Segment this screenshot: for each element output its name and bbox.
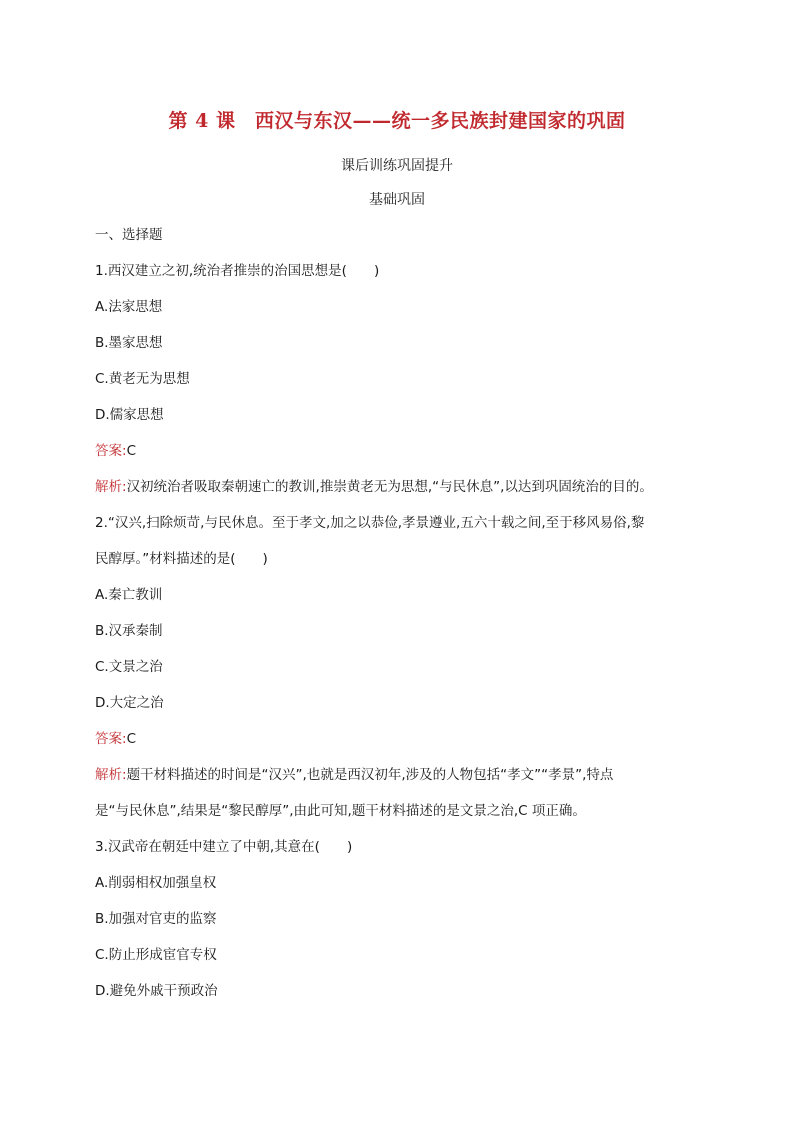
analysis-text: 汉初统治者吸取秦朝速亡的教训,推崇黄老无为思想,“与民休息”,以达到巩固统治的目的。 [126,479,653,495]
q1-option-a: A.法家思想 [95,299,163,315]
q2-option-b: B.汉承秦制 [95,623,163,639]
q3-option-c: C.防止形成宦官专权 [95,947,217,963]
answer-value: C [126,443,136,459]
q1-analysis [95,478,653,496]
section-heading: 基础巩固 [369,192,425,208]
q2-option-d: D.大定之治 [95,695,164,711]
q2-stem-line-2: 民醇厚。”材料描述的是( ) [95,551,268,567]
q3-stem: 3.汉武帝在朝廷中建立了中朝,其意在( ) [95,839,353,855]
answer-label: 答案: [95,443,127,459]
q3-option-b: B.加强对官吏的监察 [95,911,217,927]
q2-answer [95,730,136,748]
q3-option-d: D.避免外戚干预政治 [95,983,218,999]
q3-option-a: A.削弱相权加强皇权 [95,875,217,891]
q1-stem: 1.西汉建立之初,统治者推崇的治国思想是( ) [95,263,380,279]
q1-answer [95,442,136,460]
q2-option-a: A.秦亡教训 [95,587,163,603]
q2-analysis-line-1 [95,766,613,784]
subtitle: 课后训练巩固提升 [341,158,453,174]
q1-option-c: C.黄老无为思想 [95,371,190,387]
answer-label: 答案: [95,731,127,747]
analysis-label: 解析: [95,767,127,783]
q2-option-c: C.文景之治 [95,659,163,675]
q1-option-b: B.墨家思想 [95,335,163,351]
analysis-label: 解析: [95,479,127,495]
q1-option-d: D.儒家思想 [95,407,164,423]
q2-analysis-line-2: 是“与民休息”,结果是“黎民醇厚”,由此可知,题干材料描述的是文景之治,C 项正确。 [95,803,586,819]
answer-value: C [126,731,136,747]
analysis-text: 题干材料描述的时间是“汉兴”,也就是西汉初年,涉及的人物包括“孝文”“孝景”,特点 [126,767,614,783]
q2-stem-line-1: 2.“汉兴,扫除烦苛,与民休息。至于孝文,加之以恭俭,孝景遵业,五六十载之间,至于移风易俗,黎 [95,515,645,531]
part-heading: 一、选择题 [95,227,163,243]
lesson-title: 第 4 课 西汉与东汉——统一多民族封建国家的巩固 [168,110,626,132]
